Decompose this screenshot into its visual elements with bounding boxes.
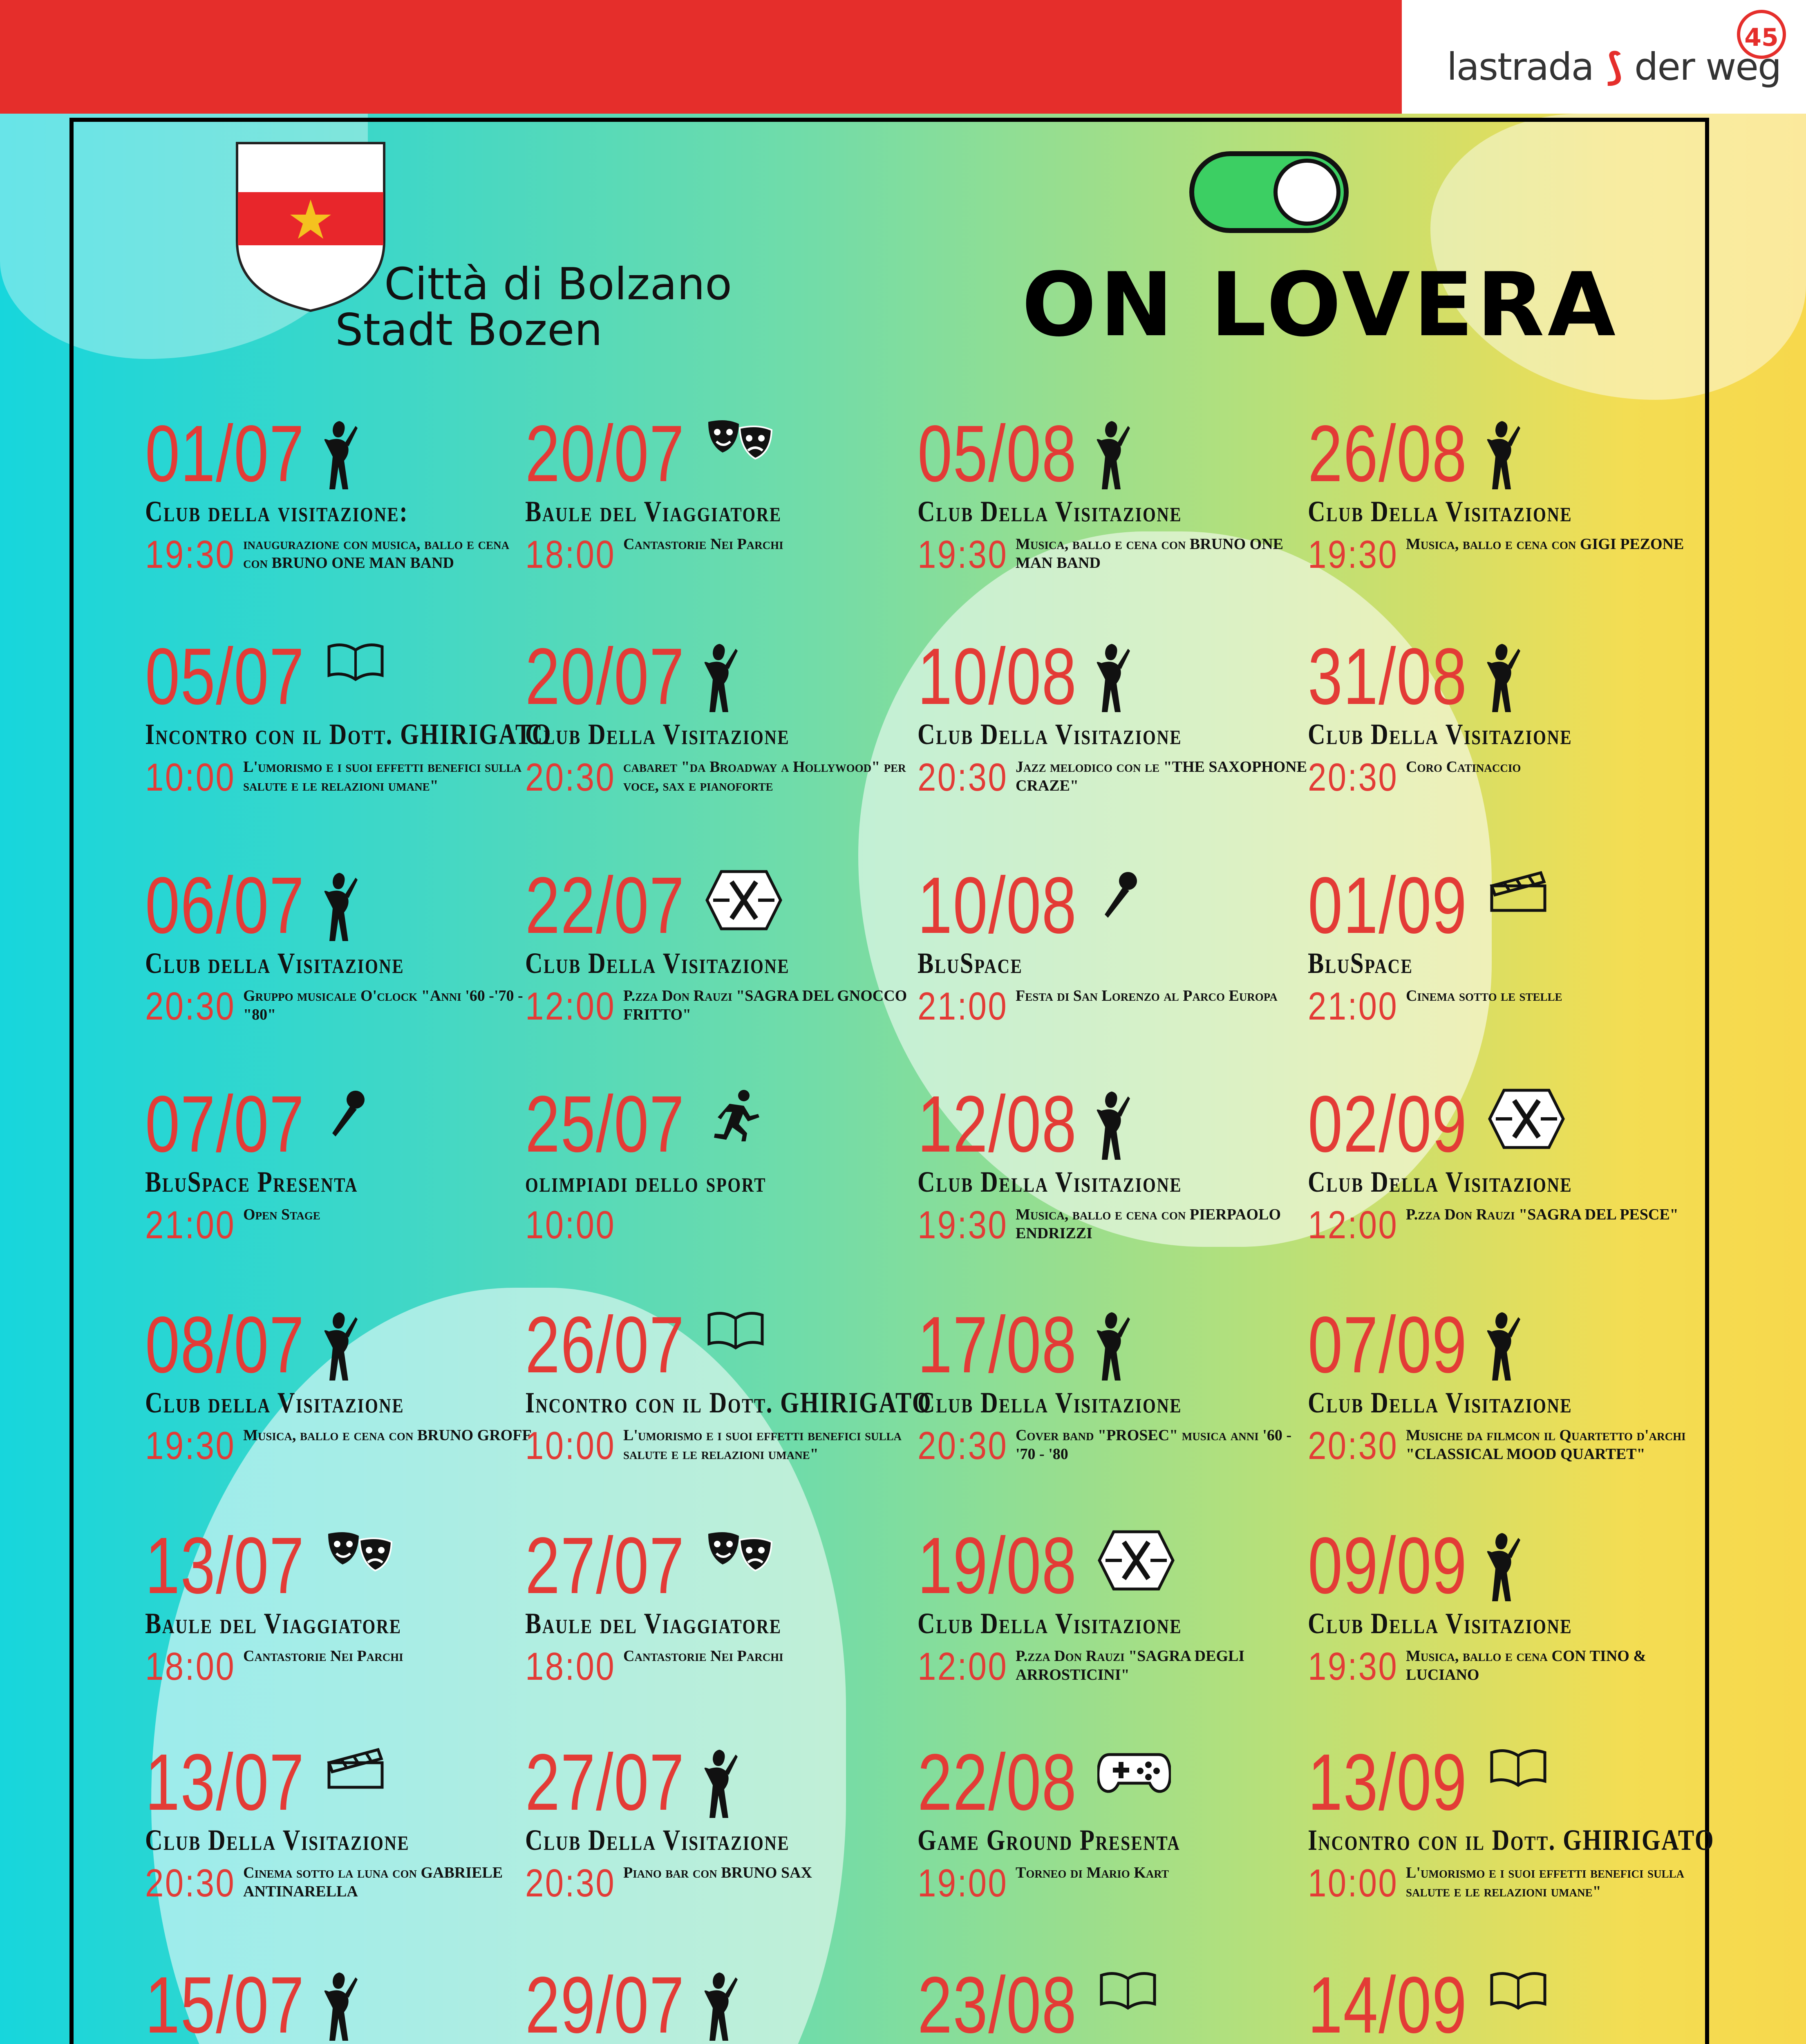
event-date: 20/07 [525,409,685,498]
event-time: 20:30 [1308,755,1399,799]
event-item [1308,861,1700,1077]
dancer-icon [317,418,358,498]
event-description: Open Stage [243,1206,320,1223]
event-item [145,1737,537,1954]
event-time: 10:00 [1308,1861,1399,1905]
event-item [145,632,552,848]
book-icon [1488,1969,1549,2012]
event-description: L'umorismo e i suoi effetti benefici sulla salute e le relazioni umane" [623,1427,902,1463]
bolzano-shield-icon [233,139,388,315]
event-date: 23/08 [918,1960,1077,2044]
event-item [145,1079,537,1296]
event-item [525,632,918,848]
event-time: 19:30 [918,1203,1008,1247]
event-date: 29/07 [525,1960,685,2044]
event-item [918,1079,1310,1296]
event-title: Baule del Viaggiatore [145,1607,402,1640]
event-item [145,1521,537,1737]
event-time: 20:30 [1308,1424,1399,1468]
event-time: 18:00 [525,533,616,576]
event-date: 01/09 [1308,861,1468,950]
event-item [1308,1300,1700,1517]
event-item [1308,632,1700,848]
theater-masks-icon [325,1530,394,1581]
event-description: L'umorismo e i suoi effetti benefici sulla salute e le relazioni umane" [243,758,522,794]
event-date: 26/08 [1308,409,1468,498]
event-date: 14/09 [1308,1960,1468,2044]
event-date: 12/08 [918,1079,1077,1169]
event-description: P.zza Don Rauzi "SAGRA DEGLI ARROSTICINI" [1016,1647,1245,1683]
theater-masks-icon [705,418,774,469]
event-time: 20:30 [145,984,236,1028]
event-title: Incontro con il Dott. GHIRIGATO [145,718,552,751]
event-title: Club Della Visitazione [525,1824,790,1856]
event-item [1308,409,1700,625]
event-date: 08/07 [145,1300,305,1390]
event-description: inaugurazione con musica, ballo e cena con BRUNO ONE MAN BAND [243,536,510,572]
event-time: 20:30 [525,755,616,799]
book-icon [1097,1969,1159,2012]
dancer-icon [1479,1530,1520,1609]
event-title: Club Della Visitazione [1308,495,1573,528]
toggle-knob [1273,159,1341,226]
event-title: Club Della Visitazione [1308,1607,1573,1640]
event-item [1308,1079,1700,1296]
event-description: Coro Catinaccio [1406,758,1521,775]
event-title: Club della visitazione: [145,495,409,528]
event-item [1308,1521,1700,1737]
event-title: Club Della Visitazione [918,495,1182,528]
event-description: Piano bar con BRUNO SAX [623,1864,812,1881]
event-title: Club Della Visitazione [525,718,790,751]
book-icon [705,1309,766,1352]
event-item [1308,1737,1715,1954]
dancer-icon [697,1746,738,1826]
book-icon [325,641,386,684]
event-time: 10:00 [525,1424,616,1468]
event-date: 06/07 [145,861,305,950]
event-title: Club Della Visitazione [1308,718,1573,751]
event-date: 02/09 [1308,1079,1468,1169]
event-item [1308,1960,1700,2044]
event-date: 22/08 [918,1737,1077,1827]
event-date: 27/07 [525,1737,685,1827]
event-title: Incontro con il Dott. GHIRIGATO [1308,1824,1715,1856]
event-item [145,1960,537,2044]
dancer-icon [697,1969,738,2044]
event-title: Club Della Visitazione [525,947,790,979]
clapperboard-icon [325,1746,386,1793]
event-date: 10/08 [918,861,1077,950]
event-date: 07/09 [1308,1300,1468,1390]
event-item [918,409,1310,625]
event-description: Musiche da filmcon il Quartetto d'archi "CLASSICAL MOOD QUARTET" [1406,1427,1686,1463]
dancer-icon [1089,1088,1130,1168]
event-description: P.zza Don Rauzi "SAGRA DEL GNOCCO FRITTO" [623,987,907,1023]
event-item [918,1521,1310,1737]
event-time: 19:30 [145,533,236,576]
event-description: Musica, ballo e cena con BRUNO ONE MAN BAND [1016,536,1283,572]
fork-knife-icon [705,870,783,933]
city-name-de: Stadt Bozen [335,305,603,356]
event-time: 10:00 [145,755,236,799]
event-time: 12:00 [525,984,616,1028]
event-item [145,409,537,625]
event-description: Musica, ballo e cena con BRUNO GROFF [243,1427,532,1444]
event-title: Baule del Viaggiatore [525,495,782,528]
dancer-icon [1089,641,1130,720]
event-title: Club della Visitazione [145,1386,405,1419]
event-description: Cantastorie Nei Parchi [623,536,783,553]
event-description: Gruppo musicale O'clock "Anni '60 -'70 - "80" [243,987,523,1023]
brand-wordmark: lastrada ⟆ der weg [1447,45,1781,89]
event-title: Incontro con il Dott. GHIRIGATO [525,1386,932,1419]
event-title: Club Della Visitazione [918,1386,1182,1419]
fork-knife-icon [1488,1088,1565,1152]
event-description: Cantastorie Nei Parchi [243,1647,403,1665]
event-item [918,861,1310,1077]
event-date: 05/08 [918,409,1077,498]
on-lovera-logo [1014,151,1619,356]
event-item [525,1300,932,1517]
event-date: 22/07 [525,861,685,950]
event-description: Cinema sotto le stelle [1406,987,1562,1004]
lastrada-derweg-logo [1402,0,1806,114]
event-time: 20:30 [918,755,1008,799]
event-item [145,1300,537,1517]
microphone-icon [1097,870,1142,925]
event-date: 10/08 [918,632,1077,721]
event-time: 19:00 [918,1861,1008,1905]
event-item [525,409,918,625]
clapperboard-icon [1488,870,1549,917]
event-time: 21:00 [1308,984,1399,1028]
dancer-icon [1479,641,1520,720]
event-item [525,1079,918,1296]
event-title: Club Della Visitazione [918,1607,1182,1640]
event-time: 18:00 [525,1645,616,1688]
event-item [918,1300,1310,1517]
event-date: 07/07 [145,1079,305,1169]
event-time: 19:30 [1308,533,1399,576]
event-time: 10:00 [525,1203,616,1247]
event-title: Club Della Visitazione [1308,1386,1573,1419]
event-description: Musica, ballo e cena con GIGI PEZONE [1406,536,1684,553]
event-title: Baule del Viaggiatore [525,1607,782,1640]
event-time: 21:00 [145,1203,236,1247]
event-date: 27/07 [525,1521,685,1610]
event-description: L'umorismo e i suoi effetti benefici sulla salute e le relazioni umane" [1406,1864,1685,1900]
event-description: P.zza Don Rauzi "SAGRA DEL PESCE" [1406,1206,1678,1223]
book-icon [1488,1746,1549,1789]
event-item [918,1960,1310,2044]
event-date: 20/07 [525,632,685,721]
event-time: 12:00 [918,1645,1008,1688]
event-time: 19:30 [918,533,1008,576]
event-item [145,861,537,1077]
event-description: Cover band "PROSEC" musica anni '60 - '70 - '80 [1016,1427,1291,1463]
event-item [525,1737,918,1954]
event-item [918,1737,1310,1954]
event-description: Musica, ballo e cena CON TINO & LUCIANO [1406,1647,1646,1683]
event-date: 15/07 [145,1960,305,2044]
event-description: Jazz melodico con le "THE SAXOPHONE CRAZE" [1016,758,1307,794]
event-time: 21:00 [918,984,1008,1028]
event-date: 09/09 [1308,1521,1468,1610]
event-description: Cantastorie Nei Parchi [623,1647,783,1665]
gamepad-icon [1097,1746,1171,1797]
event-date: 17/08 [918,1300,1077,1390]
dancer-icon [317,870,358,949]
event-time: 20:30 [145,1861,236,1905]
theater-masks-icon [705,1530,774,1581]
dancer-icon [317,1309,358,1389]
dancer-icon [1479,1309,1520,1389]
event-title: Club Della Visitazione [1308,1165,1573,1198]
event-time: 12:00 [1308,1203,1399,1247]
event-date: 13/07 [145,1521,305,1610]
dancer-icon [1089,418,1130,498]
city-name [335,259,732,356]
event-date: 31/08 [1308,632,1468,721]
event-title: Game Ground Presenta [918,1824,1181,1856]
toggle-switch-icon [1189,151,1349,233]
event-time: 19:30 [1308,1645,1399,1688]
event-date: 13/09 [1308,1737,1468,1827]
city-name-it: Città di Bolzano [384,259,732,310]
event-time: 18:00 [145,1645,236,1688]
event-date: 05/07 [145,632,305,721]
event-time: 19:30 [145,1424,236,1468]
event-date: 13/07 [145,1737,305,1827]
event-title: olimpiadi dello sport [525,1165,767,1198]
runner-icon [705,1088,762,1143]
event-title: BluSpace [918,947,1023,979]
event-description: Cinema sotto la luna con GABRIELE ANTINARELLA [243,1864,503,1900]
event-item [525,1521,918,1737]
event-date: 25/07 [525,1079,685,1169]
dancer-icon [1479,418,1520,498]
event-date: 01/07 [145,409,305,498]
event-item [525,861,918,1077]
event-title: Club Della Visitazione [918,718,1182,751]
dancer-icon [1089,1309,1130,1389]
dancer-icon [317,1969,358,2044]
event-time: 20:30 [918,1424,1008,1468]
dancer-icon [697,641,738,720]
event-title: BluSpace [1308,947,1413,979]
event-title: Club Della Visitazione [145,1824,410,1856]
event-item [918,632,1310,848]
event-time: 20:30 [525,1861,616,1905]
microphone-icon [325,1088,370,1143]
event-description: Musica, ballo e cena con PIERPAOLO ENDRIZZI [1016,1206,1281,1242]
event-date: 26/07 [525,1300,685,1390]
brand-45-badge: 45 [1737,10,1786,59]
event-description: Festa di San Lorenzo al Parco Europa [1016,987,1278,1004]
on-lovera-title: ON LOVERA [1022,253,1619,356]
event-item [525,1960,918,2044]
event-description: Torneo di Mario Kart [1016,1864,1169,1881]
event-description: cabaret "da Broadway a Hollywood" per voce, sax e pianoforte [623,758,906,794]
event-title: BluSpace Presenta [145,1165,358,1198]
event-title: Club Della Visitazione [918,1165,1182,1198]
event-title: Club della Visitazione [145,947,405,979]
event-date: 19/08 [918,1521,1077,1610]
fork-knife-icon [1097,1530,1175,1593]
top-red-bar [0,0,1402,114]
